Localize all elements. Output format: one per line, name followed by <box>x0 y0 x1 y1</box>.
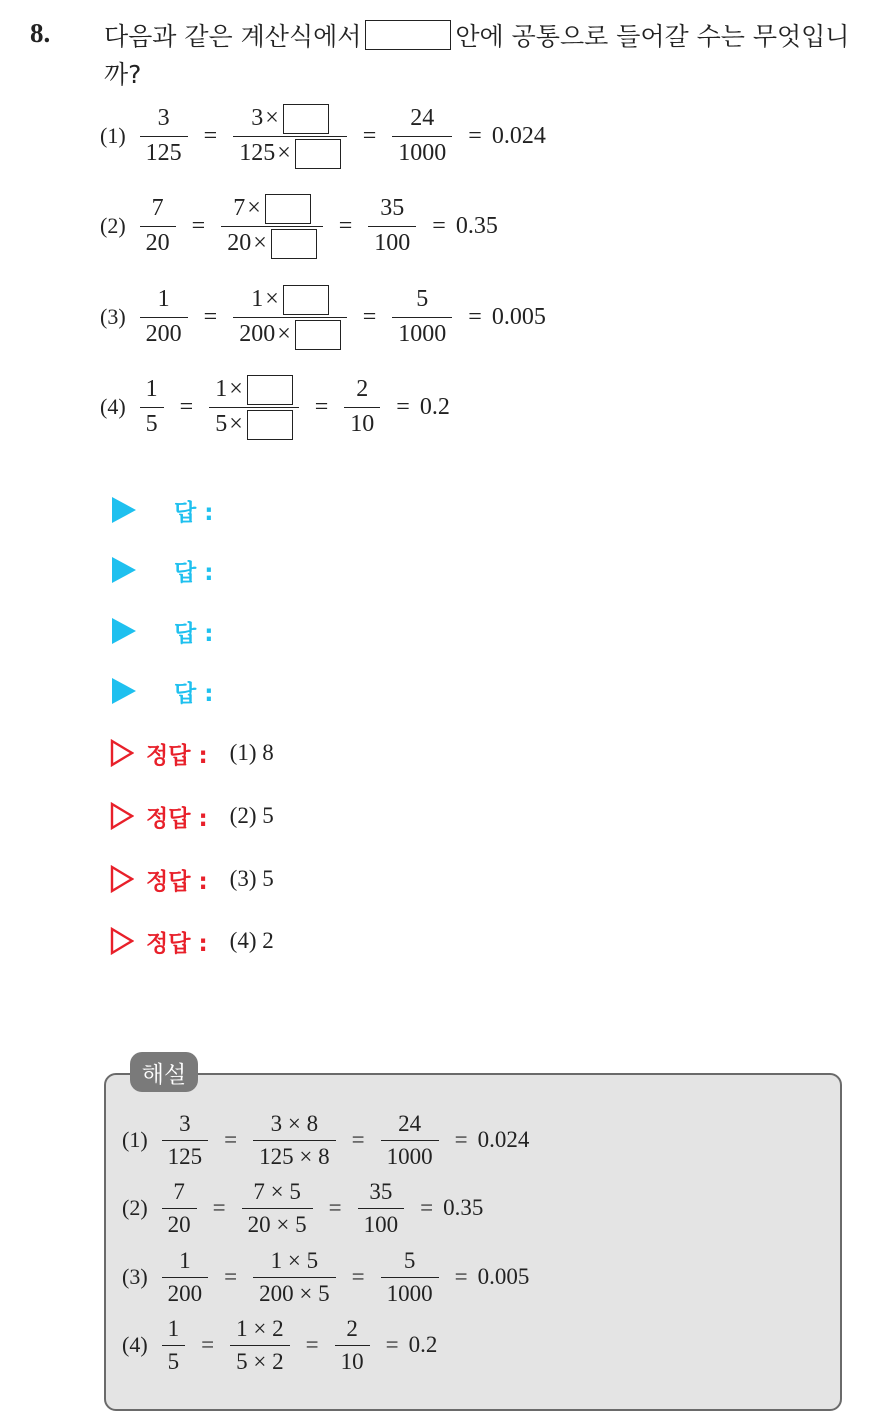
answer-row-1[interactable] <box>112 490 213 530</box>
problem-row-1: (1) $\frac{3}{125}$ = 3 × 125 × = $\frac{24}{1000}$ = 0.024 <box>100 98 546 174</box>
explanation-row-3: (3) $\frac{1}{200}$ = $\frac{1 \times 5}{200 \times 5}$ = $\frac{5}{1000}$ = 0.005 <box>122 1247 530 1306</box>
answer-label: 답 : <box>174 559 214 586</box>
fraction-original: $\frac{7}{20}$ <box>140 192 176 261</box>
problem-row-3: (3) $\frac{1}{200}$ = 1 × 200 × = $\frac{5}{1000}$ = 0.005 <box>100 279 546 355</box>
fraction-result: $\frac{2}{10}$ <box>344 373 380 442</box>
decimal-result: 0.2 <box>419 393 450 420</box>
solution-value: (3) 5 <box>229 866 274 891</box>
fraction-multiplied: 3 × 125 × <box>233 102 347 171</box>
blank-box <box>265 194 311 224</box>
problem-label: (3) <box>100 304 126 329</box>
question-text-after: 안에 공통으로 들어갈 수는 무엇입니까? <box>104 22 850 89</box>
answer-row-2[interactable] <box>112 550 213 590</box>
question-text-before: 다음과 같은 계산식에서 <box>104 22 362 51</box>
problem-row-2: (2) $\frac{7}{20}$ = 7 × 20 × = $\frac{35}{100}$ = 0.35 <box>100 188 498 264</box>
fraction-result: $\frac{5}{1000}$ <box>392 283 452 352</box>
explanation-tag: 해설 <box>130 1052 198 1092</box>
blank-box <box>295 139 341 169</box>
explanation-row-1: (1) $\frac{3}{125}$ = $\frac{3 \times 8}{125 \times 8}$ = $\frac{24}{1000}$ = 0.024 <box>122 1110 530 1169</box>
answer-label: 답 : <box>174 499 214 526</box>
solution-value: (1) 8 <box>229 740 274 765</box>
explanation-row-4: (4) $\frac{1}{5}$ = $\frac{1 \times 2}{5 \times 2}$ = $\frac{2}{10}$ = 0.2 <box>122 1315 438 1374</box>
outline-triangle-icon <box>110 802 134 830</box>
question-text <box>104 18 864 94</box>
answer-label: 답 : <box>174 680 214 707</box>
solution-row-2 <box>110 796 274 836</box>
play-triangle-icon <box>112 678 136 704</box>
problem-label: (4) <box>100 394 126 419</box>
solution-label: 정답 : <box>146 742 208 769</box>
solution-label: 정답 : <box>146 868 208 895</box>
fraction-original: $\frac{3}{125}$ <box>140 102 188 171</box>
problem-label: (1) <box>100 123 126 148</box>
solution-label: 정답 : <box>146 930 208 957</box>
fraction-multiplied: 1 × 5 × <box>209 373 299 442</box>
fraction-result: $\frac{24}{1000}$ <box>392 102 452 171</box>
solution-row-3 <box>110 859 274 899</box>
outline-triangle-icon <box>110 865 134 893</box>
blank-box <box>365 20 451 50</box>
explanation-row-2: (2) $\frac{7}{20}$ = $\frac{7 \times 5}{20 \times 5}$ = $\frac{35}{100}$ = 0.35 <box>122 1178 484 1237</box>
blank-box <box>283 104 329 134</box>
outline-triangle-icon <box>110 927 134 955</box>
fraction-multiplied: 1 × 200 × <box>233 283 347 352</box>
question-number: 8. <box>30 18 51 48</box>
play-triangle-icon <box>112 557 136 583</box>
solution-row-1 <box>110 733 274 773</box>
blank-box <box>247 375 293 405</box>
decimal-result: 0.005 <box>491 303 546 330</box>
blank-box <box>295 320 341 350</box>
solution-row-4 <box>110 921 274 961</box>
fraction-original: $\frac{1}{200}$ <box>140 283 188 352</box>
solution-value: (4) 2 <box>229 928 274 953</box>
play-triangle-icon <box>112 618 136 644</box>
solution-label: 정답 : <box>146 805 208 832</box>
fraction-multiplied: 7 × 20 × <box>221 192 323 261</box>
decimal-result: 0.024 <box>491 122 546 149</box>
problem-label: (2) <box>100 213 126 238</box>
blank-box <box>271 229 317 259</box>
answer-row-3[interactable] <box>112 611 213 651</box>
solution-value: (2) 5 <box>229 803 274 828</box>
answer-row-4[interactable] <box>112 671 213 711</box>
fraction-original: $\frac{1}{5}$ <box>140 373 164 442</box>
problem-row-4: (4) $\frac{1}{5}$ = 1 × 5 × = $\frac{2}{10}$ = 0.2 <box>100 369 450 445</box>
decimal-result: 0.35 <box>455 212 498 239</box>
blank-box <box>283 285 329 315</box>
play-triangle-icon <box>112 497 136 523</box>
outline-triangle-icon <box>110 739 134 767</box>
blank-box <box>247 410 293 440</box>
answer-label: 답 : <box>174 620 214 647</box>
fraction-result: $\frac{35}{100}$ <box>368 192 416 261</box>
